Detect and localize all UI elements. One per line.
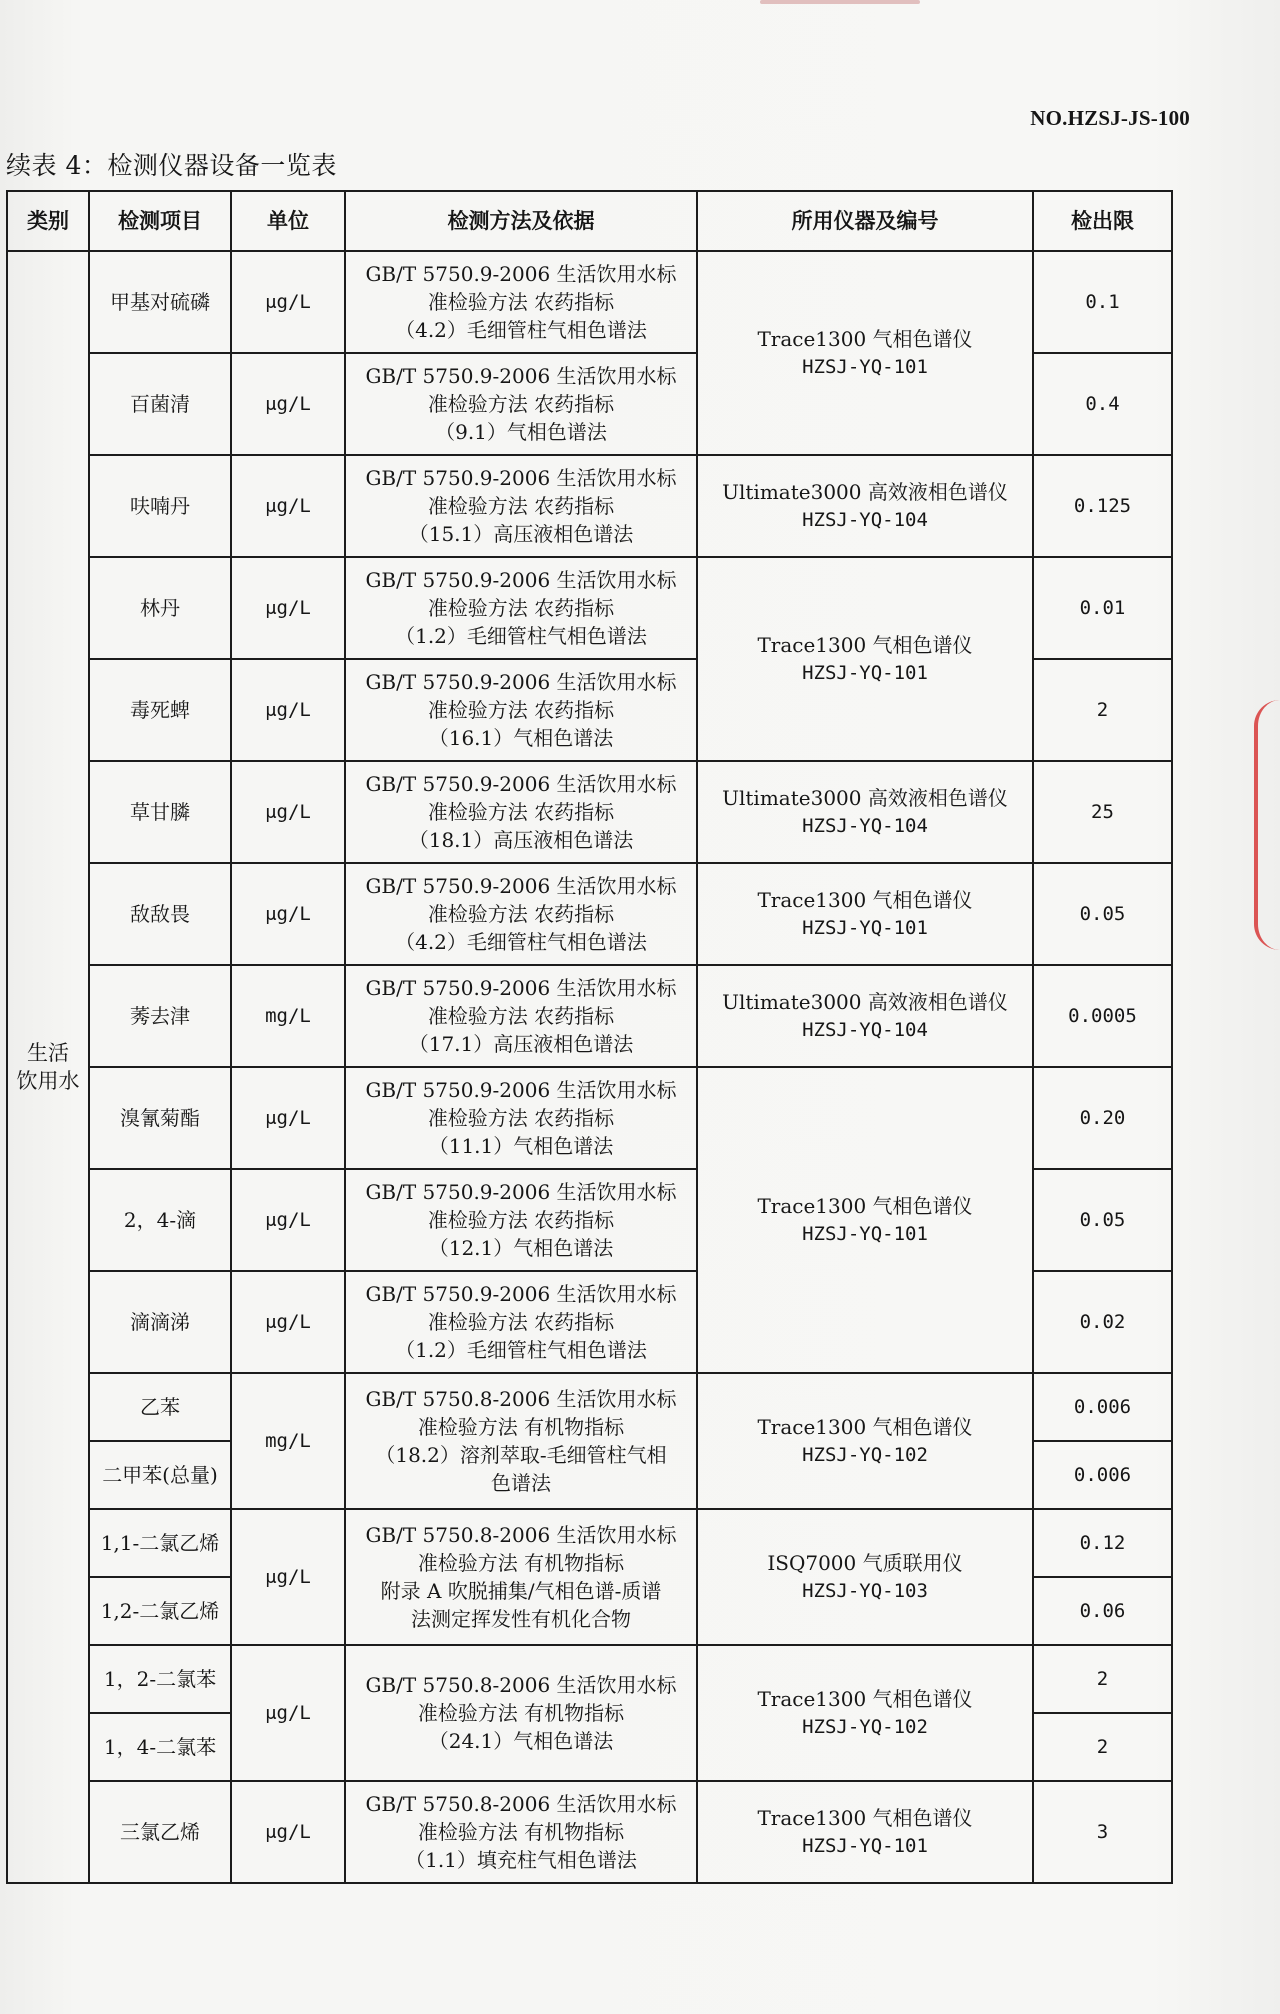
method-cell xyxy=(345,965,697,1067)
limit-cell: 0.125 xyxy=(1033,455,1172,557)
table-row xyxy=(7,1509,1172,1577)
instrument-cell xyxy=(697,1509,1033,1645)
method-line: （17.1）高压液相色谱法 xyxy=(408,1032,634,1056)
item-name: 1,2-二氯乙烯 xyxy=(89,1577,231,1645)
method-line: 准检验方法 农药指标 xyxy=(427,800,615,824)
instrument-cell xyxy=(697,965,1033,1067)
method-line: 准检验方法 农药指标 xyxy=(427,1208,615,1232)
item-name: 林丹 xyxy=(89,557,231,659)
method-line: （4.2）毛细管柱气相色谱法 xyxy=(395,318,647,342)
instrument-id: HZSJ-YQ-103 xyxy=(802,1580,928,1602)
instrument-model: Trace1300 气相色谱仪 xyxy=(757,1687,973,1711)
unit-cell: μg/L xyxy=(231,659,345,761)
table-row xyxy=(7,1067,1172,1169)
header-instrument: 所用仪器及编号 xyxy=(697,191,1033,251)
unit-cell: μg/L xyxy=(231,455,345,557)
method-line: GB/T 5750.9-2006 生活饮用水标 xyxy=(365,1282,677,1306)
method-line: （1.2）毛细管柱气相色谱法 xyxy=(395,624,647,648)
limit-cell: 0.006 xyxy=(1033,1373,1172,1441)
item-name: 1,1-二氯乙烯 xyxy=(89,1509,231,1577)
method-line: 法测定挥发性有机化合物 xyxy=(411,1607,631,1631)
header-category: 类别 xyxy=(7,191,89,251)
limit-cell: 0.05 xyxy=(1033,863,1172,965)
unit-cell: μg/L xyxy=(231,761,345,863)
item-name: 毒死蜱 xyxy=(89,659,231,761)
method-line: （12.1）气相色谱法 xyxy=(428,1236,614,1260)
header-limit: 检出限 xyxy=(1033,191,1172,251)
method-line: GB/T 5750.8-2006 生活饮用水标 xyxy=(365,1792,677,1816)
table-row xyxy=(7,1781,1172,1883)
method-line: （18.2）溶剂萃取-毛细管柱气相 xyxy=(375,1443,667,1467)
instrument-model: Ultimate3000 高效液相色谱仪 xyxy=(722,480,1008,504)
method-line: 准检验方法 有机物指标 xyxy=(417,1701,625,1725)
limit-cell: 0.05 xyxy=(1033,1169,1172,1271)
instrument-cell xyxy=(697,1645,1033,1781)
method-cell xyxy=(345,455,697,557)
limit-cell: 3 xyxy=(1033,1781,1172,1883)
unit-cell: μg/L xyxy=(231,1781,345,1883)
method-line: （11.1）气相色谱法 xyxy=(428,1134,614,1158)
unit-cell: μg/L xyxy=(231,353,345,455)
method-line: GB/T 5750.9-2006 生活饮用水标 xyxy=(365,874,677,898)
unit-cell: μg/L xyxy=(231,1509,345,1645)
instrument-id: HZSJ-YQ-104 xyxy=(802,815,928,837)
limit-cell: 2 xyxy=(1033,1645,1172,1713)
category-line: 生活 xyxy=(27,1041,69,1065)
table-row xyxy=(7,761,1172,863)
limit-cell: 0.0005 xyxy=(1033,965,1172,1067)
table-row xyxy=(7,455,1172,557)
method-line: （1.1）填充柱气相色谱法 xyxy=(405,1848,637,1872)
method-line: 准检验方法 有机物指标 xyxy=(417,1820,625,1844)
method-line: （15.1）高压液相色谱法 xyxy=(408,522,634,546)
method-line: 准检验方法 有机物指标 xyxy=(417,1551,625,1575)
instrument-cell xyxy=(697,1373,1033,1509)
table-caption: 续表 4：检测仪器设备一览表 xyxy=(6,151,337,180)
instrument-id: HZSJ-YQ-101 xyxy=(802,662,928,684)
method-line: 准检验方法 有机物指标 xyxy=(417,1415,625,1439)
limit-cell: 2 xyxy=(1033,659,1172,761)
method-cell xyxy=(345,1271,697,1373)
category-cell xyxy=(7,251,89,1883)
instrument-id: HZSJ-YQ-101 xyxy=(802,1223,928,1245)
category-line: 饮用水 xyxy=(16,1069,80,1093)
limit-cell: 0.01 xyxy=(1033,557,1172,659)
item-name: 2，4-滴 xyxy=(89,1169,231,1271)
method-cell xyxy=(345,863,697,965)
instrument-cell xyxy=(697,1067,1033,1373)
method-cell xyxy=(345,1509,697,1645)
instrument-cell xyxy=(697,557,1033,761)
table-row xyxy=(7,965,1172,1067)
unit-cell: μg/L xyxy=(231,557,345,659)
unit-cell: μg/L xyxy=(231,1271,345,1373)
limit-cell: 0.4 xyxy=(1033,353,1172,455)
method-line: （9.1）气相色谱法 xyxy=(435,420,607,444)
instrument-cell xyxy=(697,455,1033,557)
method-line: 准检验方法 农药指标 xyxy=(427,1004,615,1028)
unit-cell: μg/L xyxy=(231,1169,345,1271)
method-line: 准检验方法 农药指标 xyxy=(427,1310,615,1334)
table-row xyxy=(7,557,1172,659)
unit-cell: μg/L xyxy=(231,863,345,965)
method-cell xyxy=(345,251,697,353)
method-line: （4.2）毛细管柱气相色谱法 xyxy=(395,930,647,954)
limit-cell: 0.12 xyxy=(1033,1509,1172,1577)
instrument-table xyxy=(6,190,1173,1884)
method-line: GB/T 5750.8-2006 生活饮用水标 xyxy=(365,1673,677,1697)
instrument-model: Trace1300 气相色谱仪 xyxy=(757,1806,973,1830)
instrument-model: Trace1300 气相色谱仪 xyxy=(757,327,973,351)
table-row xyxy=(7,1645,1172,1713)
method-line: 准检验方法 农药指标 xyxy=(427,494,615,518)
unit-cell: μg/L xyxy=(231,1645,345,1781)
header-unit: 单位 xyxy=(231,191,345,251)
instrument-id: HZSJ-YQ-104 xyxy=(802,1019,928,1041)
method-line: 准检验方法 农药指标 xyxy=(427,596,615,620)
instrument-model: Trace1300 气相色谱仪 xyxy=(757,888,973,912)
limit-cell: 2 xyxy=(1033,1713,1172,1781)
item-name: 敌敌畏 xyxy=(89,863,231,965)
method-cell xyxy=(345,1169,697,1271)
limit-cell: 0.06 xyxy=(1033,1577,1172,1645)
instrument-cell xyxy=(697,863,1033,965)
instrument-model: Ultimate3000 高效液相色谱仪 xyxy=(722,990,1008,1014)
instrument-id: HZSJ-YQ-101 xyxy=(802,356,928,378)
method-line: （24.1）气相色谱法 xyxy=(428,1729,614,1753)
instrument-id: HZSJ-YQ-102 xyxy=(802,1444,928,1466)
method-line: 准检验方法 农药指标 xyxy=(427,1106,615,1130)
red-seal-edge xyxy=(1246,700,1280,960)
item-name: 1，2-二氯苯 xyxy=(89,1645,231,1713)
limit-cell: 0.20 xyxy=(1033,1067,1172,1169)
instrument-cell xyxy=(697,761,1033,863)
method-line: GB/T 5750.9-2006 生活饮用水标 xyxy=(365,364,677,388)
limit-cell: 0.006 xyxy=(1033,1441,1172,1509)
instrument-model: Ultimate3000 高效液相色谱仪 xyxy=(722,786,1008,810)
method-line: GB/T 5750.9-2006 生活饮用水标 xyxy=(365,262,677,286)
item-name: 1，4-二氯苯 xyxy=(89,1713,231,1781)
item-name: 甲基对硫磷 xyxy=(89,251,231,353)
method-line: GB/T 5750.9-2006 生活饮用水标 xyxy=(365,466,677,490)
method-line: 准检验方法 农药指标 xyxy=(427,902,615,926)
instrument-id: HZSJ-YQ-101 xyxy=(802,1835,928,1857)
method-line: 色谱法 xyxy=(491,1471,551,1495)
method-line: GB/T 5750.9-2006 生活饮用水标 xyxy=(365,670,677,694)
method-line: GB/T 5750.8-2006 生活饮用水标 xyxy=(365,1523,677,1547)
unit-cell: mg/L xyxy=(231,965,345,1067)
item-name: 莠去津 xyxy=(89,965,231,1067)
method-line: GB/T 5750.9-2006 生活饮用水标 xyxy=(365,976,677,1000)
method-line: 附录 A 吹脱捕集/气相色谱-质谱 xyxy=(380,1579,662,1603)
unit-cell: μg/L xyxy=(231,1067,345,1169)
method-cell xyxy=(345,1645,697,1781)
limit-cell: 25 xyxy=(1033,761,1172,863)
method-cell xyxy=(345,1781,697,1883)
method-line: GB/T 5750.9-2006 生活饮用水标 xyxy=(365,1180,677,1204)
method-cell xyxy=(345,1373,697,1509)
method-line: GB/T 5750.9-2006 生活饮用水标 xyxy=(365,1078,677,1102)
instrument-model: Trace1300 气相色谱仪 xyxy=(757,633,973,657)
instrument-model: ISQ7000 气质联用仪 xyxy=(767,1551,963,1575)
method-cell xyxy=(345,659,697,761)
method-line: （18.1）高压液相色谱法 xyxy=(408,828,634,852)
table-row xyxy=(7,251,1172,353)
header-method: 检测方法及依据 xyxy=(345,191,697,251)
method-line: 准检验方法 农药指标 xyxy=(427,698,615,722)
item-name: 呋喃丹 xyxy=(89,455,231,557)
method-line: GB/T 5750.9-2006 生活饮用水标 xyxy=(365,568,677,592)
method-cell xyxy=(345,557,697,659)
method-cell xyxy=(345,1067,697,1169)
item-name: 溴氰菊酯 xyxy=(89,1067,231,1169)
item-name: 乙苯 xyxy=(89,1373,231,1441)
instrument-model: Trace1300 气相色谱仪 xyxy=(757,1415,973,1439)
page-edge-mark xyxy=(760,0,920,4)
instrument-cell xyxy=(697,251,1033,455)
method-line: GB/T 5750.9-2006 生活饮用水标 xyxy=(365,772,677,796)
instrument-cell xyxy=(697,1781,1033,1883)
limit-cell: 0.02 xyxy=(1033,1271,1172,1373)
document-number: NO.HZSJ-JS-100 xyxy=(1030,106,1190,130)
table-row xyxy=(7,1373,1172,1441)
method-line: 准检验方法 农药指标 xyxy=(427,392,615,416)
header-item: 检测项目 xyxy=(89,191,231,251)
limit-cell: 0.1 xyxy=(1033,251,1172,353)
item-name: 草甘膦 xyxy=(89,761,231,863)
item-name: 滴滴涕 xyxy=(89,1271,231,1373)
instrument-id: HZSJ-YQ-101 xyxy=(802,917,928,939)
item-name: 三氯乙烯 xyxy=(89,1781,231,1883)
instrument-id: HZSJ-YQ-104 xyxy=(802,509,928,531)
method-line: 准检验方法 农药指标 xyxy=(427,290,615,314)
method-line: GB/T 5750.8-2006 生活饮用水标 xyxy=(365,1387,677,1411)
instrument-id: HZSJ-YQ-102 xyxy=(802,1716,928,1738)
table-header-row xyxy=(7,191,1172,251)
method-line: （16.1）气相色谱法 xyxy=(428,726,614,750)
method-cell xyxy=(345,761,697,863)
unit-cell: mg/L xyxy=(231,1373,345,1509)
item-name: 百菌清 xyxy=(89,353,231,455)
item-name: 二甲苯(总量) xyxy=(89,1441,231,1509)
method-cell xyxy=(345,353,697,455)
unit-cell: μg/L xyxy=(231,251,345,353)
table-row xyxy=(7,863,1172,965)
red-seal-arc xyxy=(1254,700,1280,950)
instrument-model: Trace1300 气相色谱仪 xyxy=(757,1194,973,1218)
method-line: （1.2）毛细管柱气相色谱法 xyxy=(395,1338,647,1362)
